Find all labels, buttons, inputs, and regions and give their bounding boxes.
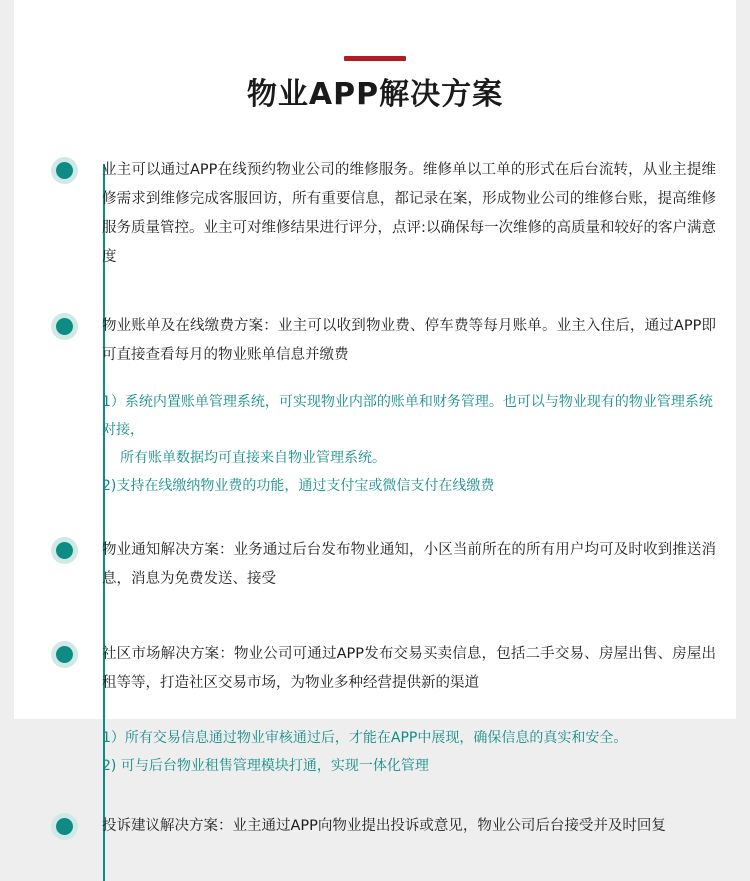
section-body: 物业账单及在线缴费方案：业主可以收到物业费、停车费等每月账单。业主入住后，通过APP即可直接查看每月的物业账单信息并缴费 [102, 318, 716, 363]
timeline-dot-icon [56, 646, 73, 663]
title-underline-rule [344, 56, 406, 61]
section-notes [102, 724, 716, 780]
list-item [102, 156, 716, 272]
list-item [102, 812, 716, 841]
list-item [102, 640, 716, 780]
section-notes [102, 388, 716, 500]
section-note: 2)支持在线缴纳物业费的功能，通过支付宝或微信支付在线缴费 [102, 478, 495, 494]
timeline-dot-icon [56, 162, 73, 179]
section-body: 投诉建议解决方案：业主通过APP向物业提出投诉或意见，物业公司后台接受并及时回复 [102, 818, 666, 834]
section-body: 业主可以通过APP在线预约物业公司的维修服务。维修单以工单的形式在后台流转，从业主提维修需求到维修完成客服回访，所有重要信息，都记录在案，形成物业公司的维修台账，提高维修服务质量管控。业主可对维修结果进行评分，点评:以确保每一次维修的高质量和较好的客户满意度 [102, 162, 716, 265]
section-note: 2) 可与后台物业租售管理模块打通，实现一体化管理 [102, 758, 429, 774]
title-block [14, 0, 736, 114]
section-note: 1）系统内置账单管理系统，可实现物业内部的账单和财务管理。也可以与物业现有的物业管理系统对接， [102, 394, 713, 438]
section-note: 1）所有交易信息通过物业审核通过后，才能在APP中展现，确保信息的真实和安全。 [102, 730, 628, 746]
page-title: 物业APP解决方案 [246, 77, 504, 112]
section-body: 物业通知解决方案：业务通过后台发布物业通知，小区当前所在的所有用户均可及时收到推送消息，消息为免费发送、接受 [102, 542, 716, 587]
section-note: 所有账单数据均可直接来自物业管理系统。 [120, 450, 386, 466]
timeline-dot-icon [56, 818, 73, 835]
timeline-list [14, 156, 736, 841]
section-body: 社区市场解决方案：物业公司可通过APP发布交易买卖信息，包括二手交易、房屋出售、房屋出租等等，打造社区交易市场，为物业多种经营提供新的渠道 [102, 646, 716, 691]
list-item [102, 536, 716, 594]
timeline-dot-icon [56, 318, 73, 335]
list-item [102, 312, 716, 500]
timeline-dot-icon [56, 542, 73, 559]
